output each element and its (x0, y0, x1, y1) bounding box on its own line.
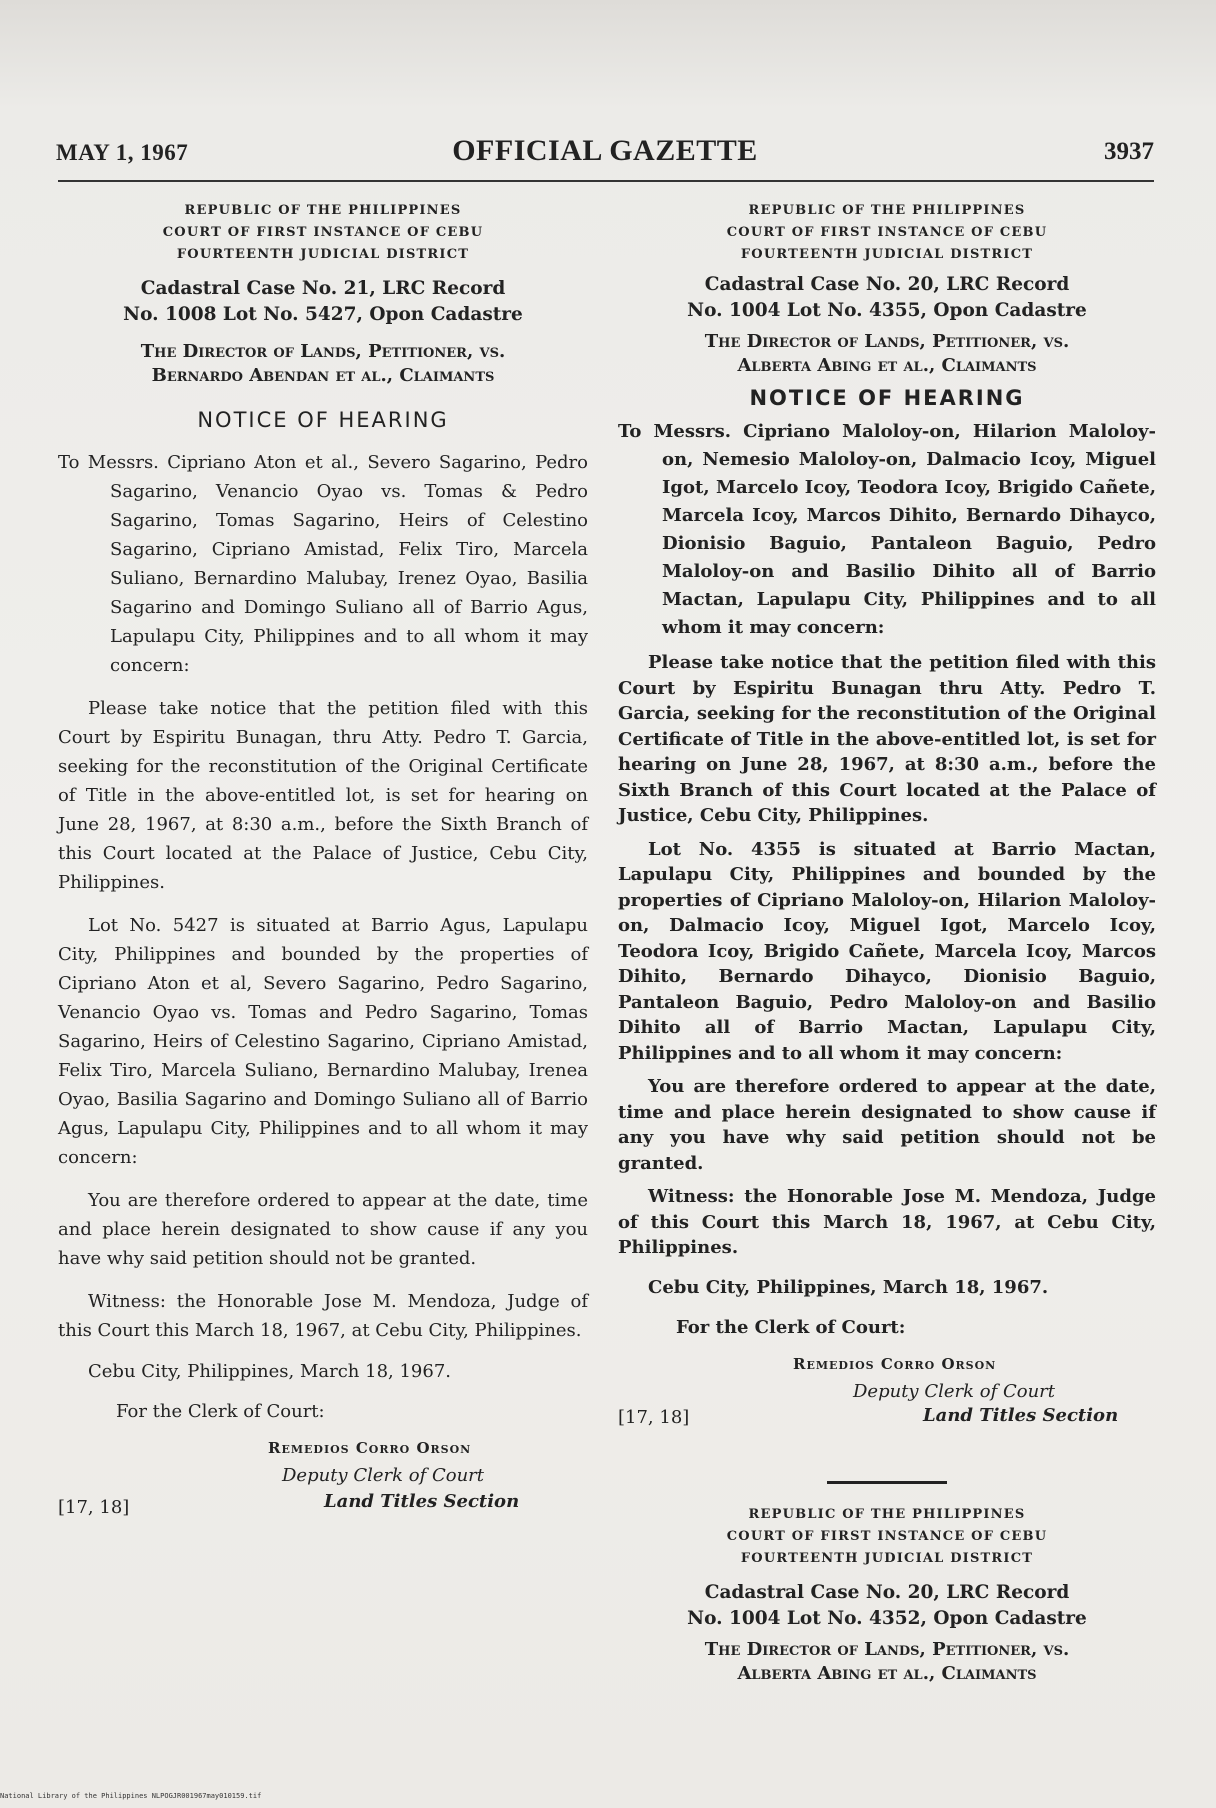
court-heading (58, 200, 588, 266)
addressees: To Messrs. Cipriano Maloloy-on, Hilarion Maloloy-on, Nemesio Maloloy-on, Dalmacio Icoy, Miguel Igot, Marcelo Icoy, Teodora Icoy, Brigido Cañete, Marcela Icoy, Marcos Dihito, Bernardo Dihayco, Dionisio Baguio, Pantaleon Baguio, Pedro Maloloy-on and Basilio Dihito all of Barrio Mactan, Lapulapu City, Philippines and to all whom it may concern: (618, 421, 1156, 638)
body-paragraph: Please take notice that the petition filed with this Court by Espiritu Bunagan, thru Atty. Pedro T. Garcia, seeking for the reconstitution of the Original Certificate of Title in the above-entitled lot, is set for hearing on June 28, 1967, at 8:30 a.m., before the Sixth Branch of this Court located at the Palace of Justice, Cebu City, Philippines. (58, 698, 588, 893)
header-rule (58, 180, 1154, 182)
parties (618, 330, 1156, 378)
party-line: Alberta Abing et al., Claimants (737, 1662, 1037, 1684)
court-line: FOURTEENTH JUDICIAL DISTRICT (176, 247, 470, 262)
signature-block (58, 1439, 588, 1535)
issue-date: MAY 1, 1967 (56, 140, 189, 165)
dateline: Cebu City, Philippines, March 18, 1967. (648, 1276, 1049, 1298)
signature-block (618, 1355, 1156, 1451)
court-line: REPUBLIC OF THE PHILIPPINES (184, 203, 462, 218)
party-line: Bernardo Abendan et al., Claimants (151, 365, 495, 386)
court-line: REPUBLIC OF THE PHILIPPINES (748, 1506, 1026, 1522)
signer-title: Deputy Clerk of Court (853, 1380, 1055, 1402)
case-line: No. 1004 Lot No. 4355, Opon Cadastre (687, 300, 1087, 321)
court-line: COURT OF FIRST INSTANCE OF CEBU (726, 225, 1048, 240)
court-line: FOURTEENTH JUDICIAL DISTRICT (740, 1550, 1034, 1566)
notice-title: NOTICE OF HEARING (197, 408, 449, 432)
court-heading (618, 1504, 1156, 1570)
case-line: No. 1004 Lot No. 4352, Opon Cadastre (687, 1607, 1087, 1629)
parties (58, 340, 588, 388)
signer-name: Remedios Corro Orson (268, 1439, 472, 1457)
notice-lot-4352 (618, 1504, 1156, 1686)
case-line: No. 1008 Lot No. 5427, Opon Cadastre (123, 304, 523, 325)
case-line: Cadastral Case No. 20, LRC Record (704, 274, 1070, 295)
publication-title: OFFICIAL GAZETTE (452, 134, 758, 167)
court-line: REPUBLIC OF THE PHILIPPINES (748, 203, 1026, 218)
case-line: Cadastral Case No. 20, LRC Record (704, 1581, 1070, 1603)
court-line: COURT OF FIRST INSTANCE OF CEBU (726, 1528, 1048, 1544)
court-line: COURT OF FIRST INSTANCE OF CEBU (162, 225, 484, 240)
body-paragraph: Please take notice that the petition filed with this Court by Espiritu Bunagan thru Atty. Pedro T. Garcia, seeking for the reconstitution of the Original Certificate of Title in the above-entitled lot, is set for hearing on June 28, 1967, at 8:30 a.m., before the Sixth Branch of this Court located at the Palace of Justice, Cebu City, Philippines. (618, 652, 1156, 826)
addressees: To Messrs. Cipriano Aton et al., Severo Sagarino, Pedro Sagarino, Venancio Oyao vs. Tomas & Pedro Sagarino, Tomas Sagarino, Heirs of Celestino Sagarino, Cipriano Amistad, Felix Tiro, Marcela Suliano, Bernardino Malubay, Irenez Oyao, Basilia Sagarino and Domingo Suliano all of Barrio Agus, Lapulapu City, Philippines and to all whom it may concern: (58, 452, 588, 676)
case-caption (618, 1580, 1156, 1632)
scan-footer: National Library of the Philippines NLPOGJR001967may010159.tif (0, 1792, 262, 1800)
body-paragraph: You are therefore ordered to appear at the date, time and place herein designated to show cause if any you have why said petition should not be granted. (58, 1190, 588, 1269)
case-line: Cadastral Case No. 21, LRC Record (140, 278, 506, 299)
court-line: FOURTEENTH JUDICIAL DISTRICT (740, 247, 1034, 262)
party-line: The Director of Lands, Petitioner, vs. (704, 1638, 1070, 1660)
body-paragraph: Witness: the Honorable Jose M. Mendoza, Judge of this Court this March 18, 1967, at Cebu City, Philippines. (58, 1291, 588, 1341)
party-line: The Director of Lands, Petitioner, vs. (140, 341, 506, 362)
running-head (56, 134, 1154, 174)
party-line: The Director of Lands, Petitioner, vs. (704, 331, 1070, 352)
notice-lot-4355 (618, 200, 1156, 1686)
body-paragraph: You are therefore ordered to appear at the date, time and place herein designated to show cause if any you have why said petition should not be granted. (618, 1076, 1156, 1174)
notice-lot-5427 (58, 200, 588, 1535)
signer-name: Remedios Corro Orson (793, 1354, 997, 1373)
notice-title: NOTICE OF HEARING (749, 386, 1025, 410)
clerk-line: For the Clerk of Court: (116, 1401, 325, 1422)
case-caption (618, 272, 1156, 324)
clerk-line: For the Clerk of Court: (676, 1316, 906, 1338)
page-number: 3937 (1104, 138, 1154, 165)
party-line: Alberta Abing et al., Claimants (737, 355, 1037, 376)
case-caption (58, 276, 588, 328)
body-paragraph: Lot No. 5427 is situated at Barrio Agus, Lapulapu City, Philippines and bounded by the properties of Cipriano Aton et al, Severo Sagarino, Pedro Sagarino, Venancio Oyao vs. Tomas and Pedro Sagarino, Tomas Sagarino, Heirs of Celestino Sagarino, Cipriano Amistad, Felix Tiro, Marcela Suliano, Bernardino Malubay, Irenea Oyao, Basilia Sagarino and Domingo Suliano all of Barrio Agus, Lapulapu City, Philippines and to all whom it may concern: (58, 915, 588, 1168)
body-paragraph: Lot No. 4355 is situated at Barrio Mactan, Lapulapu City, Philippines and bounded by the properties of Cipriano Maloloy-on, Hilarion Maloloy-on, Dalmacio Icoy, Miguel Igot, Marcelo Icoy, Teodora Icoy, Brigido Cañete, Marcela Icoy, Marcos Dihito, Bernardo Dihayco, Dionisio Baguio, Pantaleon Baguio, Pedro Maloloy-on and Basilio Dihito all of Barrio Mactan, Lapulapu City, Philippines and to all whom it may concern: (618, 838, 1156, 1064)
notice-divider (827, 1481, 947, 1484)
issue-reference: [17, 18] (58, 1497, 130, 1518)
dateline: Cebu City, Philippines, March 18, 1967. (88, 1361, 451, 1382)
signer-title: Deputy Clerk of Court (282, 1465, 484, 1486)
court-heading (618, 200, 1156, 266)
signer-section: Land Titles Section (923, 1404, 1119, 1426)
signer-section: Land Titles Section (324, 1491, 520, 1512)
body-paragraph: Witness: the Honorable Jose M. Mendoza, Judge of this Court this March 18, 1967, at Cebu City, Philippines. (618, 1186, 1156, 1258)
parties (618, 1638, 1156, 1686)
issue-reference: [17, 18] (618, 1406, 690, 1428)
